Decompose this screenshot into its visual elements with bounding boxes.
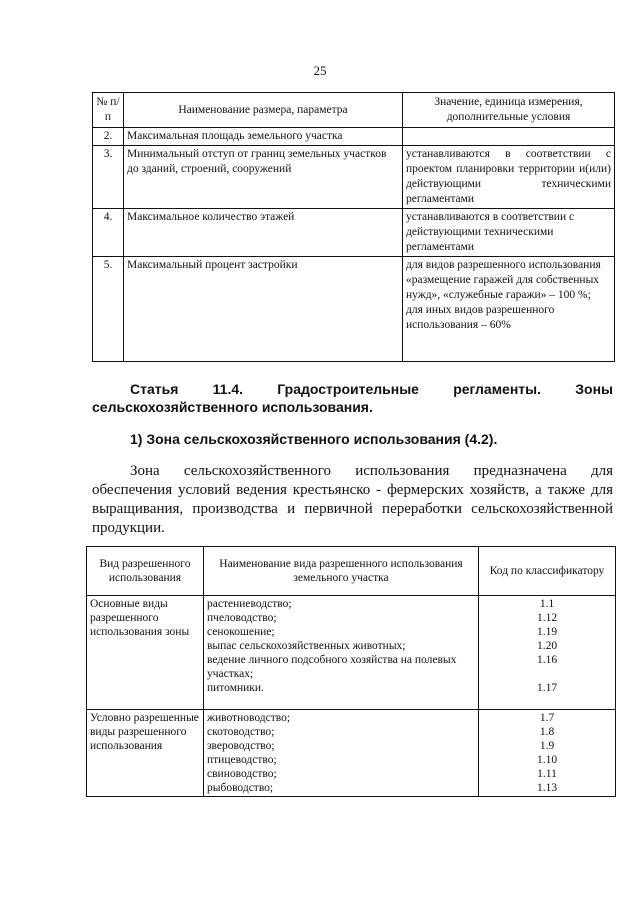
row-value-part: для иных видов разрешенного использования – 60% bbox=[406, 304, 555, 331]
list-item: скотоводство; bbox=[207, 726, 275, 738]
use-type: Условно разрешенные виды разрешенного использования bbox=[87, 710, 204, 797]
code-list bbox=[479, 710, 616, 797]
row-name: Максимальное количество этажей bbox=[124, 209, 403, 257]
header-code: Код по классификатору bbox=[479, 547, 616, 596]
code: 1.11 bbox=[537, 768, 557, 780]
table-header-row bbox=[93, 93, 615, 128]
table-header-row bbox=[87, 547, 616, 596]
code: 1.20 bbox=[536, 640, 558, 652]
code-list bbox=[479, 596, 616, 710]
list-item: ведение личного подсобного хозяйства на полевых участках; bbox=[207, 654, 457, 680]
row-num: 5. bbox=[93, 257, 124, 362]
row-value: устанавливаются в соответствии с действующими техническими регламентами bbox=[403, 209, 615, 257]
code: 1.8 bbox=[539, 726, 555, 738]
header-name: Наименование размера, параметра bbox=[124, 93, 403, 128]
list-item: рыбоводство; bbox=[207, 782, 274, 794]
list-item: питомники. bbox=[207, 682, 264, 694]
list-item: звероводство; bbox=[207, 740, 275, 752]
article-heading: Статья 11.4. Градостроительные регламенты. Зоны bbox=[130, 381, 613, 397]
row-name: Максимальная площадь земельного участка bbox=[124, 128, 403, 146]
code: 1.19 bbox=[536, 626, 558, 638]
code: 1.13 bbox=[536, 782, 558, 794]
land-use-table bbox=[86, 546, 616, 797]
row-value bbox=[403, 257, 615, 362]
list-item: птицеводство; bbox=[207, 754, 277, 766]
row-value bbox=[403, 128, 615, 146]
table-row bbox=[87, 596, 616, 710]
list-item: животноводство; bbox=[207, 712, 291, 724]
code: 1.10 bbox=[536, 754, 558, 766]
code: 1.7 bbox=[539, 712, 555, 724]
row-value-part: для видов разрешенного использования «размещение гаражей для собственных нужд», «служебные гаражи» – 100 %; bbox=[406, 259, 601, 301]
header-num: № п/п bbox=[93, 93, 124, 128]
list-item: растениеводство; bbox=[207, 598, 292, 610]
row-num: 2. bbox=[93, 128, 124, 146]
table-row bbox=[93, 128, 615, 146]
page-number: 25 bbox=[313, 63, 327, 78]
list-item: свиноводство; bbox=[207, 768, 277, 780]
use-list bbox=[204, 596, 479, 710]
row-name: Максимальный процент застройки bbox=[124, 257, 403, 362]
parameters-table bbox=[92, 92, 615, 362]
header-type: Вид разрешенного использования bbox=[87, 547, 204, 596]
row-name: Минимальный отступ от границ земельных участков до зданий, строений, сооружений bbox=[124, 146, 403, 209]
article-heading-cont: сельскохозяйственного использования. bbox=[92, 399, 373, 415]
row-value: устанавливаются в соответствии с проектом планировки территории и(или) действующими техническими регламентами bbox=[403, 146, 615, 209]
use-type: Основные виды разрешенного использования зоны bbox=[87, 596, 204, 710]
row-num: 3. bbox=[93, 146, 124, 209]
list-item: пчеловодство; bbox=[207, 612, 277, 624]
header-value: Значение, единица измерения, дополнительные условия bbox=[403, 93, 615, 128]
row-num: 4. bbox=[93, 209, 124, 257]
table-row bbox=[87, 710, 616, 797]
code: 1.16 bbox=[536, 654, 558, 666]
code: 1.1 bbox=[539, 598, 555, 610]
list-item: сенокошение; bbox=[207, 626, 275, 638]
use-list bbox=[204, 710, 479, 797]
code: 1.17 bbox=[536, 682, 558, 694]
table-row bbox=[93, 146, 615, 209]
list-item: выпас сельскохозяйственных животных; bbox=[207, 640, 406, 652]
table-row bbox=[93, 257, 615, 362]
header-name: Наименование вида разрешенного использования земельного участка bbox=[204, 547, 479, 596]
zone-heading: 1) Зона сельскохозяйственного использования (4.2). bbox=[130, 431, 498, 447]
table-row bbox=[93, 209, 615, 257]
code: 1.12 bbox=[536, 612, 558, 624]
zone-paragraph: Зона сельскохозяйственного использования предназначена для обеспечения условий ведения крестьянско - фермерских хозяйств, а также для выращивания, производства и первичной переработки сельскохозяйственной продукции. bbox=[92, 463, 613, 536]
code: 1.9 bbox=[539, 740, 555, 752]
